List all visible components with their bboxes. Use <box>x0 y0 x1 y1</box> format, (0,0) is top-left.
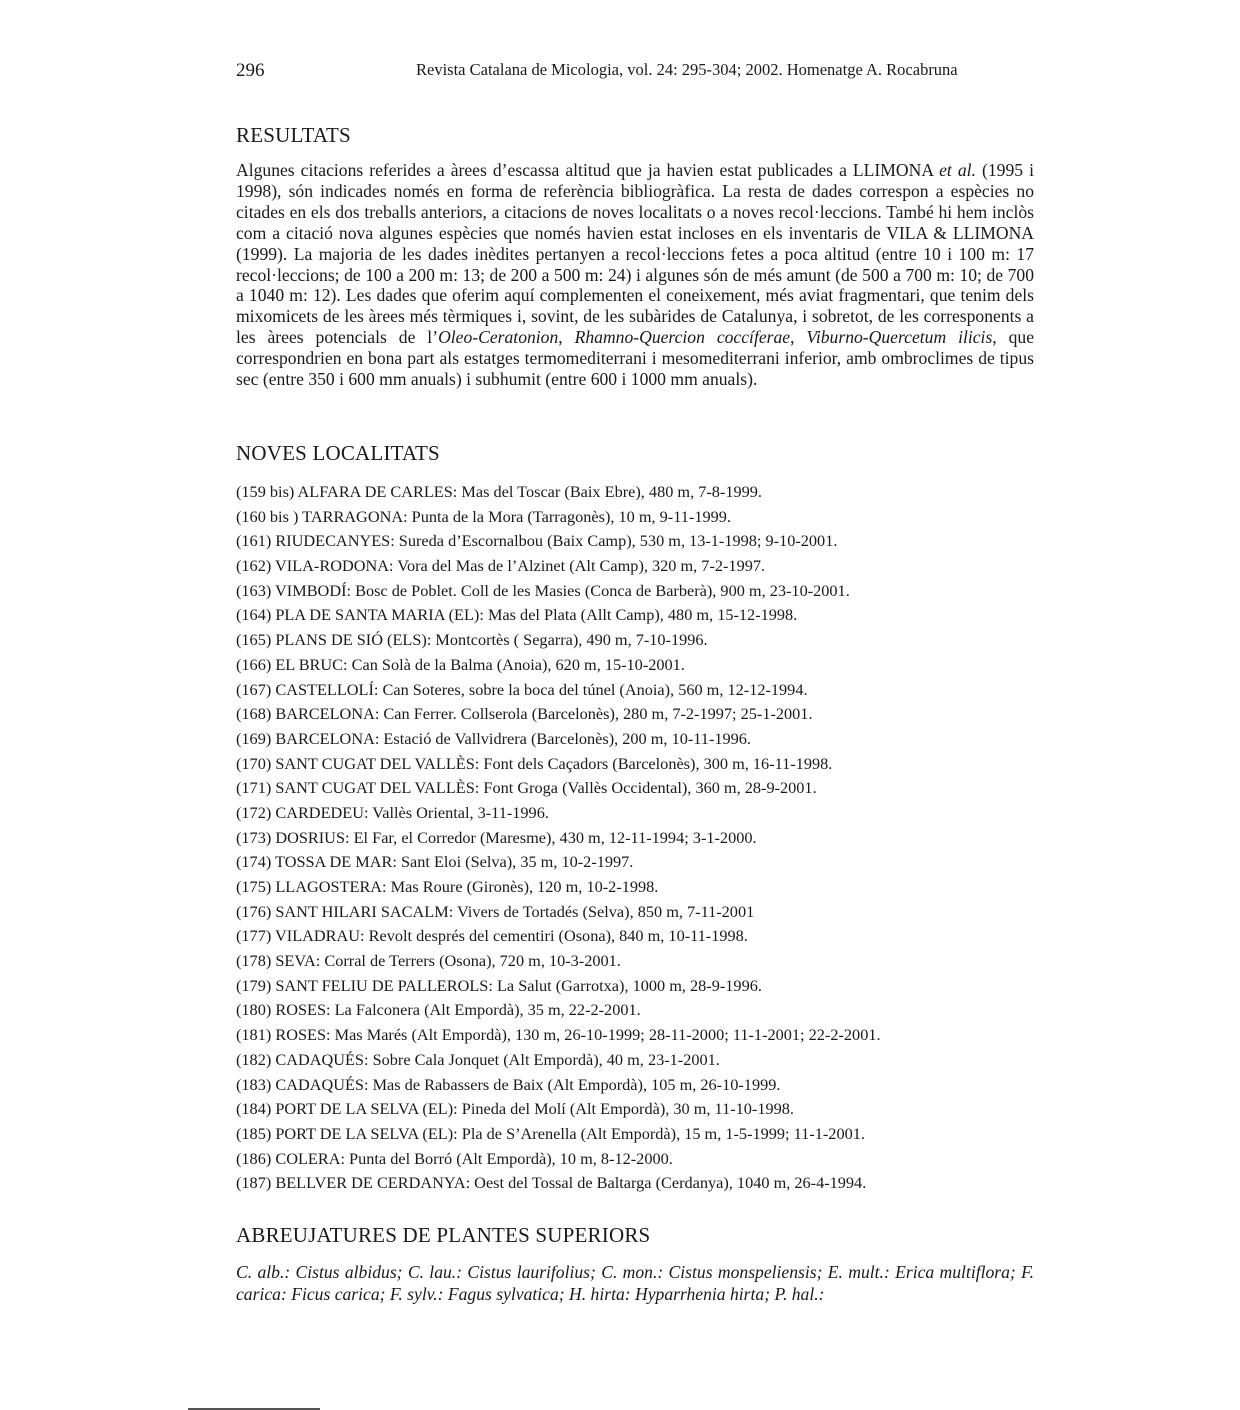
locality-item: (160 bis ) TARRAGONA: Punta de la Mora (Tarragonès), 10 m, 9-11-1999. <box>236 506 731 526</box>
locality-item: (167) CASTELLOLÍ: Can Soteres, sobre la boca del túnel (Anoia), 560 m, 12-12-1994. <box>236 679 808 699</box>
locality-item: (182) CADAQUÉS: Sobre Cala Jonquet (Alt Empordà), 40 m, 23-1-2001. <box>236 1049 720 1069</box>
locality-item: (163) VIMBODÍ: Bosc de Poblet. Coll de les Masies (Conca de Barberà), 900 m, 23-10-2001. <box>236 580 850 600</box>
abbreviations-paragraph: C. alb.: Cistus albidus; C. lau.: Cistus laurifolius; C. mon.: Cistus monspeliensis; E. mult.: Erica multiflora; F. carica: Ficus carica; F. sylv.: Fagus sylvatica; H. hirta: Hyparrhenia hirta; P. hal.: <box>236 1262 1034 1304</box>
localities-list <box>236 480 881 1196</box>
locality-item: (164) PLA DE SANTA MARIA (EL): Mas del Plata (Allt Camp), 480 m, 15-12-1998. <box>236 605 798 625</box>
results-text-2: (1995 i 1998), són indicades només en forma de referència bibliogràfica. La resta de dades correspon a espècies no citades en els dos treballs anteriors, a citacions de noves localitats o a noves recol·leccions. També hi hem inclòs com a citació nova algunes espècies que només havien estat incloses en els inventaris de VILA & LLIMONA (1999). La majoria de les dades inèdites pertanyen a recol·leccions fetes a poca altitud (entre 10 i 100 m: 17 recol·leccions; de 100 a 200 m: 13; de 200 a 500 m: 24) i algunes són de més amunt (de 500 a 700 m: 10; de 700 a 1040 m: 12). Les dades que oferim aquí complementen el coneixement, més aviat fragmentari, que tenim dels mixomicets de les àrees més tèrmiques i, sovint, de les subàrides de Catalunya, i sobretot, de les corresponents a les àrees potencials de l’ <box>236 160 1034 348</box>
results-italic-et-al: et al. <box>939 160 976 180</box>
locality-item: (177) VILADRAU: Revolt després del cementiri (Osona), 840 m, 10-11-1998. <box>236 926 748 946</box>
locality-item: (175) LLAGOSTERA: Mas Roure (Gironès), 120 m, 10-2-1998. <box>236 877 659 896</box>
locality-item: (186) COLERA: Punta del Borró (Alt Empordà), 10 m, 8-12-2000. <box>236 1148 673 1168</box>
locality-item: (176) SANT HILARI SACALM: Vivers de Tortadés (Selva), 850 m, 7-11-2001 <box>236 901 755 921</box>
locality-item: (169) BARCELONA: Estació de Vallvidrera (Barcelonès), 200 m, 10-11-1996. <box>236 728 752 748</box>
section-heading-localities: NOVES LOCALITATS <box>236 441 440 465</box>
results-sep-1: , <box>558 327 575 348</box>
locality-item: (170) SANT CUGAT DEL VALLÈS: Font dels Caçadors (Barcelonès), 300 m, 16-11-1998. <box>236 753 833 773</box>
locality-item: (173) DOSRIUS: El Far, el Corredor (Maresme), 430 m, 12-11-1994; 3-1-2000. <box>236 827 757 847</box>
locality-item: (187) BELLVER DE CERDANYA: Oest del Tossal de Baltarga (Cerdanya), 1040 m, 26-4-1994. <box>236 1173 867 1193</box>
locality-item: (183) CADAQUÉS: Mas de Rabassers de Baix (Alt Empordà), 105 m, 26-10-1999. <box>236 1074 781 1094</box>
results-sep-2: , <box>790 327 807 348</box>
locality-item: (165) PLANS DE SIÓ (ELS): Montcortès ( Segarra), 490 m, 7-10-1996. <box>236 630 708 650</box>
locality-item: (172) CARDEDEU: Vallès Oriental, 3-11-1996. <box>236 802 549 822</box>
locality-item: (185) PORT DE LA SELVA (EL): Pla de S’Arenella (Alt Empordà), 15 m, 1-5-1999; 11-1-2001. <box>236 1123 865 1143</box>
locality-item: (162) VILA-RODONA: Vora del Mas de l’Alzinet (Alt Camp), 320 m, 7-2-1997. <box>236 556 766 576</box>
page-number: 296 <box>236 60 265 81</box>
locality-item: (178) SEVA: Corral de Terrers (Osona), 720 m, 10-3-2001. <box>236 951 621 971</box>
locality-item: (184) PORT DE LA SELVA (EL): Pineda del Molí (Alt Empordà), 30 m, 11-10-1998. <box>236 1099 794 1119</box>
locality-item: (180) ROSES: La Falconera (Alt Empordà), 35 m, 22-2-2001. <box>236 1000 641 1020</box>
locality-item: (174) TOSSA DE MAR: Sant Eloi (Selva), 35 m, 10-2-1997. <box>236 852 634 872</box>
results-paragraph <box>236 160 1034 390</box>
results-text-3: , que correspondrien en bona part als estatges termomediterrani i mesomediterrani inferior, amb ombroclimes de tipus sec (entre 350 i 600 mm anuals) i subhumit (entre 600 i 1000 mm anuals). <box>236 327 1035 390</box>
journal-citation: Revista Catalana de Micologia, vol. 24: 295-304; 2002. Homenatge A. Rocabruna <box>416 60 958 79</box>
locality-item: (168) BARCELONA: Can Ferrer. Collserola (Barcelonès), 280 m, 7-2-1997; 25-1-2001. <box>236 704 813 724</box>
results-italic-viburno: Viburno-Quercetum ilicis <box>806 327 993 348</box>
locality-item: (161) RIUDECANYES: Sureda d’Escornalbou (Baix Camp), 530 m, 13-1-1998; 9-10-2001. <box>236 531 838 551</box>
section-heading-results: RESULTATS <box>236 123 351 147</box>
running-header <box>236 60 1036 82</box>
locality-item: (159 bis) ALFARA DE CARLES: Mas del Toscar (Baix Ebre), 480 m, 7-8-1999. <box>236 482 762 501</box>
section-heading-abbreviations: ABREUJATURES DE PLANTES SUPERIORS <box>236 1223 651 1247</box>
locality-item: (179) SANT FELIU DE PALLEROLS: La Salut (Garrotxa), 1000 m, 28-9-1996. <box>236 975 762 995</box>
locality-item: (166) EL BRUC: Can Solà de la Balma (Anoia), 620 m, 15-10-2001. <box>236 654 685 674</box>
results-text-1: Algunes citacions referides a àrees d’escassa altitud que ja havien estat publicades a LLIMONA <box>236 160 940 180</box>
locality-item: (171) SANT CUGAT DEL VALLÈS: Font Groga (Vallès Occidental), 360 m, 28-9-2001. <box>236 778 817 798</box>
results-italic-rhamno: Rhamno-Quercion coccíferae <box>574 327 791 348</box>
locality-item: (181) ROSES: Mas Marés (Alt Empordà), 130 m, 26-10-1999; 28-11-2000; 11-1-2001; 22-2-2001. <box>236 1025 881 1045</box>
results-italic-oleo: Oleo-Ceratonion <box>438 327 559 348</box>
